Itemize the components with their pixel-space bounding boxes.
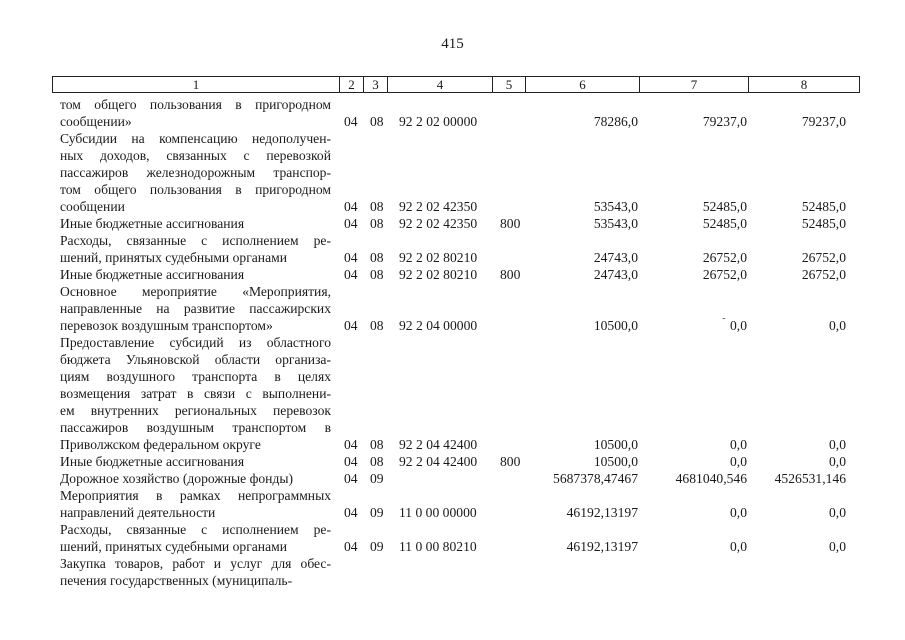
description-line: перевозок воздушным транспортом» (60, 318, 273, 333)
cell-c6: 24743,0 (593, 267, 638, 282)
cell-c8: 0,0 (829, 437, 846, 452)
description-line: Дорожное хозяйство (дорожные фонды) (60, 471, 294, 486)
cell-c8: 0,0 (829, 539, 846, 554)
cell-c2: 04 (344, 539, 358, 554)
cell-c6: 78286,0 (593, 114, 638, 129)
description-line: Субсидии на компенсацию недополучен- (60, 131, 331, 146)
stray-mark: - (722, 312, 726, 324)
cell-c7: 0,0 (730, 318, 747, 333)
cell-c8: 79237,0 (801, 114, 846, 129)
description-line: пассажиров железнодорожным транспор- (60, 165, 331, 180)
description-line: Иные бюджетные ассигнования (60, 454, 245, 469)
cell-c2: 04 (344, 318, 358, 333)
cell-c4: 92 2 02 42350 (399, 199, 478, 214)
description-line: бюджета Ульяновской области организа- (60, 352, 331, 367)
cell-c7: 0,0 (730, 437, 747, 452)
cell-c8: 0,0 (829, 318, 846, 333)
cell-c5: 800 (500, 454, 521, 469)
cell-c5: 800 (500, 216, 521, 231)
cell-c7: 26752,0 (702, 267, 747, 282)
cell-c2: 04 (344, 471, 358, 486)
cell-c8: 26752,0 (801, 250, 846, 265)
description-line: том общего пользования в пригородном (60, 97, 331, 112)
cell-c4: 11 0 00 00000 (399, 505, 477, 520)
description-line: Основное мероприятие «Мероприятия, (60, 284, 331, 299)
cell-c7: 0,0 (730, 454, 747, 469)
description-line: сообщении (60, 199, 125, 214)
cell-c3: 08 (370, 318, 384, 333)
description-line: Расходы, связанные с исполнением ре- (60, 522, 331, 537)
header-col-6: 6 (579, 77, 586, 92)
row-description (60, 96, 331, 130)
cell-c7: 52485,0 (702, 199, 747, 214)
cell-c6: 53543,0 (593, 199, 638, 214)
cell-c4: 92 2 02 42350 (399, 216, 478, 231)
cell-c6: 24743,0 (593, 250, 638, 265)
cell-c8: 4526531,146 (774, 471, 846, 486)
cell-c8: 26752,0 (801, 267, 846, 282)
header-col-2: 2 (348, 77, 355, 92)
cell-c2: 04 (344, 267, 358, 282)
cell-c2: 04 (344, 216, 358, 231)
header-col-4: 4 (436, 77, 444, 92)
cell-c2: 04 (344, 437, 358, 452)
row-description (60, 470, 331, 487)
cell-c7: 4681040,546 (675, 471, 747, 486)
row-description (60, 555, 331, 589)
cell-c2: 04 (344, 114, 358, 129)
row-description (60, 215, 331, 232)
cell-c4: 92 2 04 00000 (399, 318, 478, 333)
header-col-5: 5 (505, 77, 513, 92)
cell-c4: 92 2 02 00000 (399, 114, 478, 129)
row-description (60, 130, 331, 215)
row-description (60, 334, 331, 453)
cell-c8: 52485,0 (801, 216, 846, 231)
description-line: Иные бюджетные ассигнования (60, 267, 245, 282)
description-line: Расходы, связанные с исполнением ре- (60, 233, 331, 248)
cell-c8: 0,0 (829, 454, 846, 469)
cell-c7: 0,0 (730, 539, 747, 554)
header-col-8: 8 (800, 77, 808, 92)
cell-c6: 5687378,47467 (553, 471, 638, 486)
cell-c7: 52485,0 (702, 216, 747, 231)
description-line: печения государственных (муниципаль- (60, 573, 293, 588)
cell-c2: 04 (344, 199, 358, 214)
cell-c6: 10500,0 (593, 437, 638, 452)
cell-c6: 46192,13197 (566, 505, 638, 520)
cell-c4: 92 2 02 80210 (399, 250, 478, 265)
description-line: сообщении» (60, 114, 132, 129)
cell-c3: 08 (370, 437, 384, 452)
cell-c4: 92 2 04 42400 (399, 437, 478, 452)
cell-c5: 800 (500, 267, 521, 282)
cell-c3: 09 (370, 471, 384, 486)
description-line: Предоставление субсидий из областного (60, 335, 331, 350)
description-line: Мероприятия в рамках непрограммных (60, 488, 331, 503)
cell-c6: 10500,0 (593, 318, 638, 333)
header-col-3: 3 (372, 77, 379, 92)
description-line: пассажиров воздушным транспортом в (60, 420, 331, 435)
cell-c3: 08 (370, 216, 384, 231)
description-line: направленные на развитие пассажирских (60, 301, 331, 316)
cell-c6: 53543,0 (593, 216, 638, 231)
row-description (60, 487, 331, 521)
description-line: циям воздушного транспорта в целях (60, 369, 331, 384)
description-line: Приволжском федеральном округе (60, 437, 261, 452)
cell-c8: 52485,0 (801, 199, 846, 214)
description-line: том общего пользования в пригородном (60, 182, 331, 197)
cell-c3: 08 (370, 267, 384, 282)
cell-c4: 11 0 00 80210 (399, 539, 477, 554)
row-description (60, 232, 331, 266)
page-number: 415 (441, 36, 464, 52)
cell-c3: 09 (370, 539, 384, 554)
description-line: ем внутренних региональных перевозок (60, 403, 331, 418)
cell-c7: 0,0 (730, 505, 747, 520)
row-description (60, 453, 331, 470)
header-col-1: 1 (192, 77, 200, 92)
description-line: ных доходов, связанных с перевозкой (60, 148, 331, 163)
cell-c2: 04 (344, 250, 358, 265)
description-line: возмещения затрат в связи с выполнени- (60, 386, 331, 401)
row-description (60, 521, 331, 555)
cell-c6: 46192,13197 (566, 539, 638, 554)
cell-c2: 04 (344, 454, 358, 469)
cell-c8: 0,0 (829, 505, 846, 520)
description-line: шений, принятых судебными органами (60, 539, 287, 554)
cell-c6: 10500,0 (593, 454, 638, 469)
table-header (52, 76, 860, 93)
cell-c3: 08 (370, 199, 384, 214)
cell-c7: 26752,0 (702, 250, 747, 265)
cell-c3: 08 (370, 454, 384, 469)
description-line: направлений деятельности (60, 505, 216, 520)
description-line: шений, принятых судебными органами (60, 250, 287, 265)
row-description (60, 283, 331, 334)
cell-c2: 04 (344, 505, 358, 520)
cell-c4: 92 2 02 80210 (399, 267, 478, 282)
cell-c3: 09 (370, 505, 384, 520)
cell-c3: 08 (370, 114, 384, 129)
cell-c4: 92 2 04 42400 (399, 454, 478, 469)
row-description (60, 266, 331, 283)
header-col-7: 7 (690, 77, 698, 92)
cell-c3: 08 (370, 250, 384, 265)
cell-c7: 79237,0 (702, 114, 747, 129)
description-line: Иные бюджетные ассигнования (60, 216, 245, 231)
description-line: Закупка товаров, работ и услуг для обес- (60, 556, 331, 571)
